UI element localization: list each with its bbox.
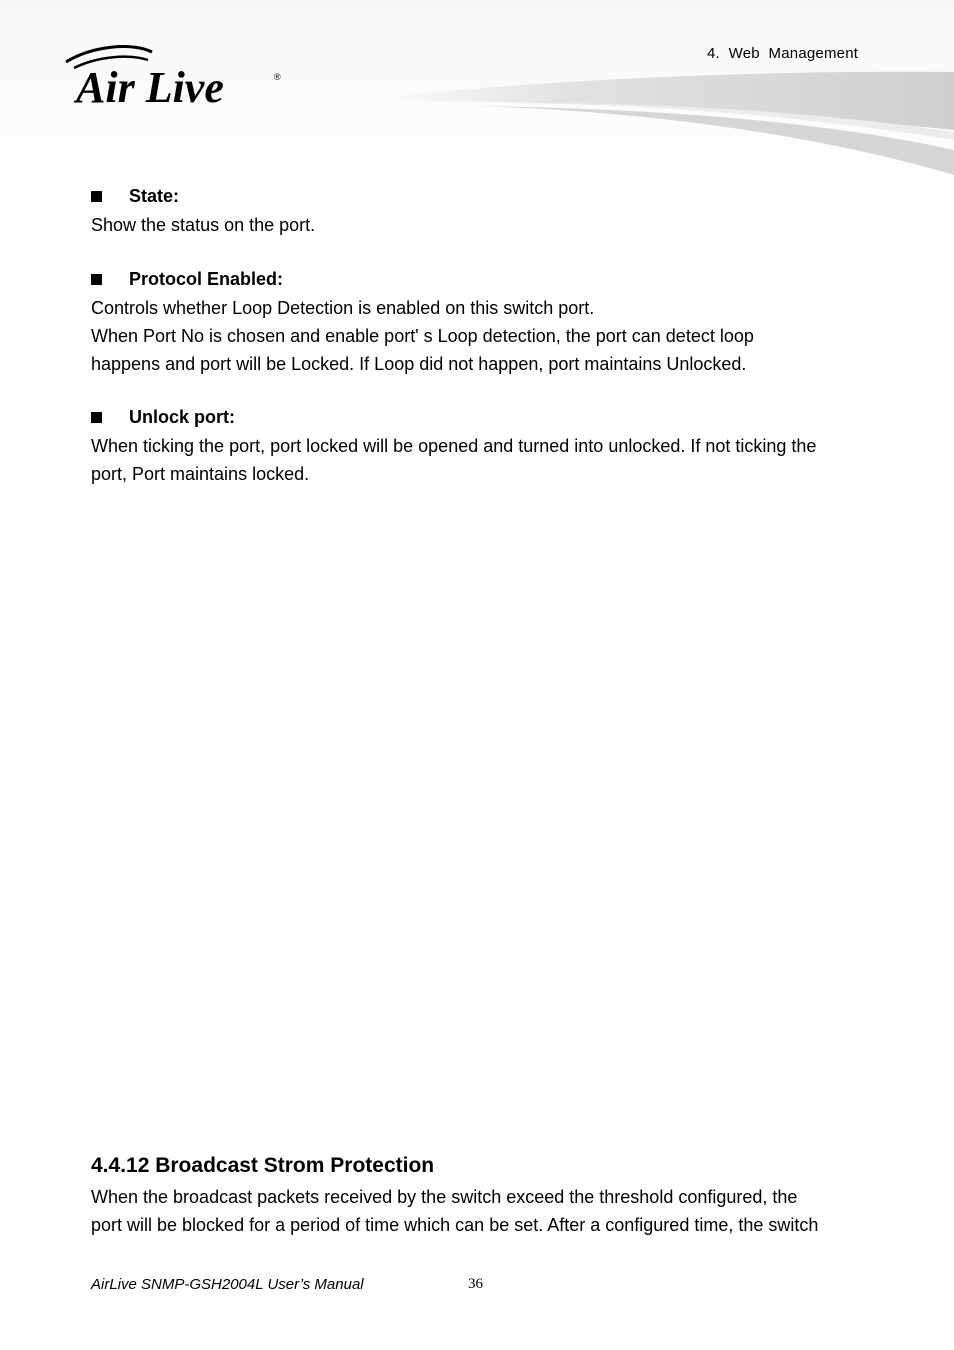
page-number: 36 [468, 1276, 483, 1292]
state-description [91, 211, 881, 239]
square-bullet-icon [91, 274, 102, 285]
text-line: When ticking the port, port locked will be opened and turned into unlocked. If not ticking the [91, 436, 817, 456]
unlock-port-heading [91, 407, 235, 428]
square-bullet-icon [91, 412, 102, 423]
svg-text:Air Live: Air Live [76, 63, 224, 110]
protocol-enabled-heading [91, 269, 283, 290]
protocol-enabled-title: Protocol Enabled: [129, 269, 284, 289]
airlive-logo [62, 44, 292, 110]
chapter-title: 4. Web Management [707, 45, 859, 62]
text-line: When the broadcast packets received by the switch exceed the threshold configured, the [91, 1187, 798, 1207]
text-line: When Port No is chosen and enable port' s Loop detection, the port can detect loop [91, 326, 754, 346]
text-line: happens and port will be Locked. If Loop did not happen, port maintains Unlocked. [91, 354, 747, 374]
section-heading: 4.4.12 Broadcast Strom Protection [91, 1154, 435, 1177]
footer-manual-title: AirLive SNMP-GSH2004L User’s Manual [91, 1276, 364, 1293]
state-title: State: [129, 186, 180, 206]
broadcast-description [91, 1183, 881, 1239]
square-bullet-icon [91, 191, 102, 202]
text-line: port, Port maintains locked. [91, 464, 310, 484]
unlock-port-title: Unlock port: [129, 407, 235, 427]
state-heading [91, 186, 179, 207]
protocol-enabled-description [91, 294, 881, 378]
text-line: port will be blocked for a period of time which can be set. After a configured time, the switch [91, 1215, 819, 1235]
text-line: Show the status on the port. [91, 215, 316, 235]
unlock-port-description [91, 432, 881, 488]
svg-text:®: ® [274, 72, 281, 82]
text-line: Controls whether Loop Detection is enabled on this switch port. [91, 298, 595, 318]
